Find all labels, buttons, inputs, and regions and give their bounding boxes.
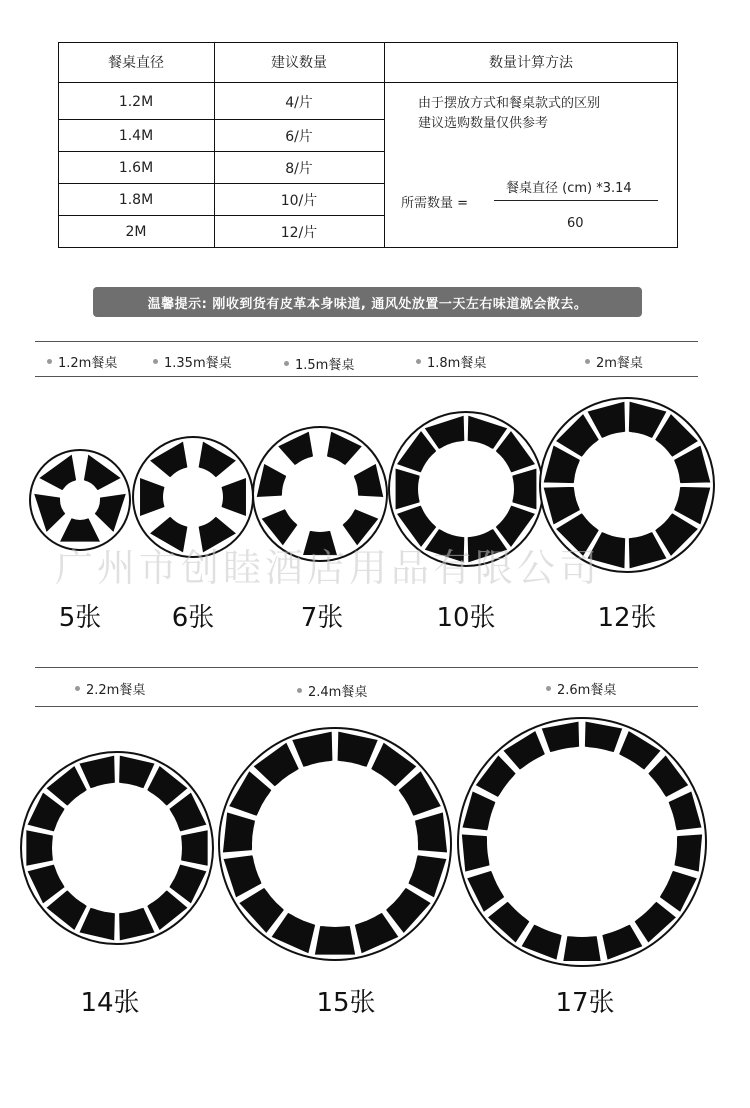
cell-quantity: 8/片 xyxy=(285,160,313,177)
formula-numerator: 餐桌直径 (cm) *3.14 xyxy=(506,181,632,196)
cell-quantity: 12/片 xyxy=(280,224,318,241)
chair-count: 10张 xyxy=(436,603,496,633)
size-text: 1.5m餐桌 xyxy=(295,358,355,373)
header-quantity: 建议数量 xyxy=(271,55,327,71)
chair-count: 17张 xyxy=(555,988,615,1018)
cell-quantity: 4/片 xyxy=(285,95,313,111)
size-text: 1.8m餐桌 xyxy=(427,356,487,371)
cell-diameter: 1.6M xyxy=(118,159,154,176)
cell-diameter: 1.4M xyxy=(118,127,154,144)
cell-diameter: 1.2M xyxy=(118,94,154,110)
watermark: 广州市创睦酒店用品有限公司 xyxy=(55,546,602,590)
cell-diameter: 2M xyxy=(125,223,147,240)
header-method: 数量计算方法 xyxy=(489,55,573,71)
size-text: 2.4m餐桌 xyxy=(308,685,368,700)
size-text: 2.6m餐桌 xyxy=(557,683,617,698)
formula-label: 所需数量 = xyxy=(401,196,469,211)
formula-denominator: 60 xyxy=(567,216,584,231)
note-line-2: 建议选购数量仅供参考 xyxy=(418,116,549,131)
size-text: 2.2m餐桌 xyxy=(86,683,146,698)
chair-segment xyxy=(674,834,703,872)
size-text: 1.2m餐桌 xyxy=(58,356,118,371)
chair-count: 12张 xyxy=(597,603,657,633)
chair-count: 5张 xyxy=(58,603,102,633)
chair-segment xyxy=(461,834,490,872)
cell-diameter: 1.8M xyxy=(118,191,154,208)
chair-count: 7张 xyxy=(300,603,344,633)
size-text: 2m餐桌 xyxy=(596,356,643,371)
header-diameter: 餐桌直径 xyxy=(108,55,164,71)
note-line-1: 由于摆放方式和餐桌款式的区别 xyxy=(418,96,601,111)
table-top xyxy=(487,747,677,937)
chair-count: 15张 xyxy=(316,988,376,1018)
cell-quantity: 6/片 xyxy=(285,128,313,145)
notice-banner: 温馨提示: 刚收到货有皮革本身味道, 通风处放置一天左右味道就会散去。 xyxy=(93,287,642,317)
cell-quantity: 10/片 xyxy=(280,192,318,209)
chair-count: 14张 xyxy=(80,988,140,1018)
size-text: 1.35m餐桌 xyxy=(164,356,232,371)
chair-segment xyxy=(563,936,602,962)
chair-count: 6张 xyxy=(171,603,215,633)
